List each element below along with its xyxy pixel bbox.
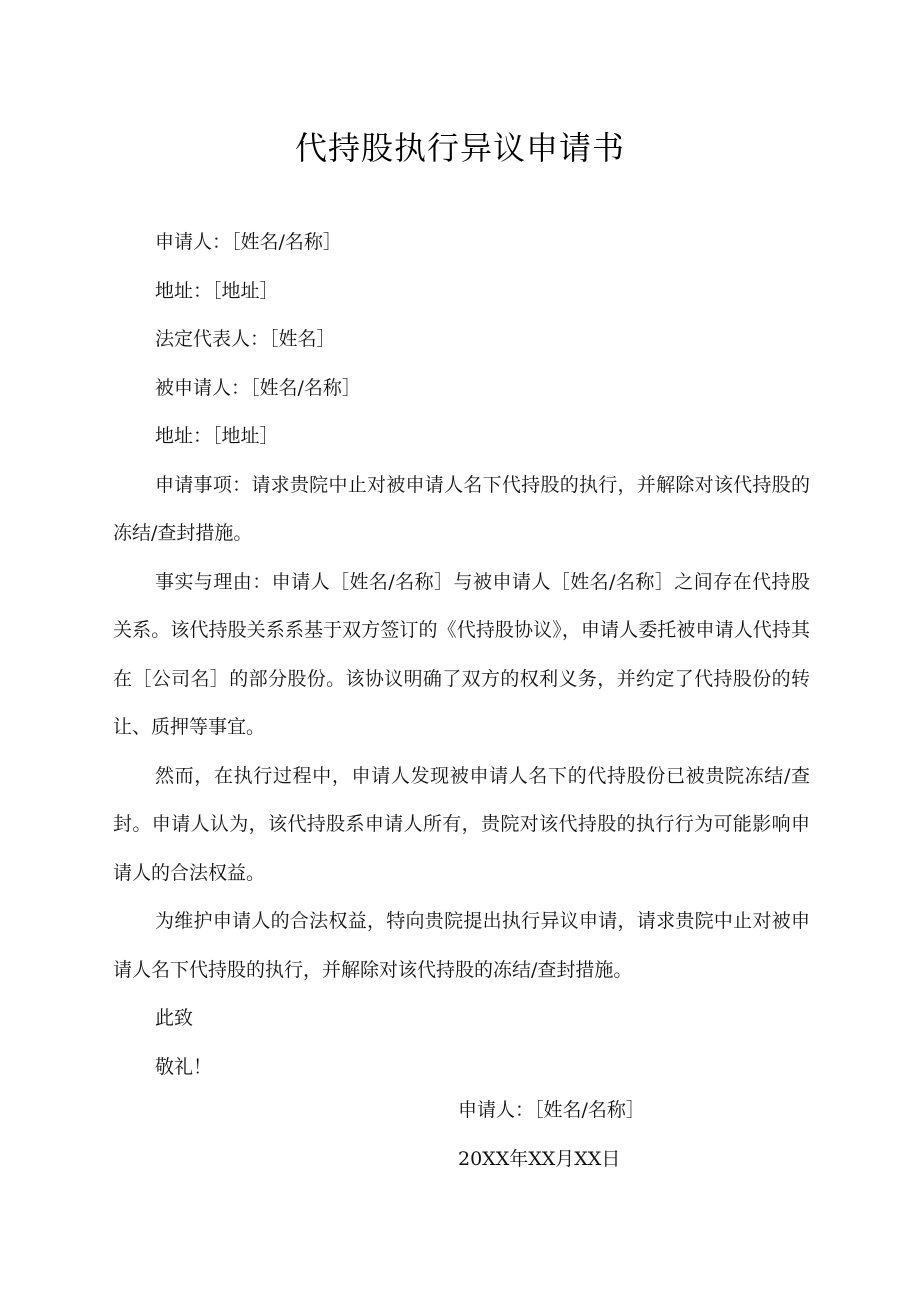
facts-and-reasons-paragraph: 事实与理由：申请人［姓名/名称］与被申请人［姓名/名称］之间存在代持股关系。该代持股关系系基于双方签订的《代持股协议》，申请人委托被申请人代持其在［公司名］的部分股份。该协议明确了双方的权利义务，并约定了代持股份的转让、质押等事宜。 bbox=[113, 570, 810, 738]
closing-salutation: 此致 bbox=[155, 1007, 194, 1029]
signature-block bbox=[458, 1086, 645, 1183]
document-title: 代持股执行异议申请书 bbox=[294, 129, 625, 167]
legal-representative-line: 法定代表人：［姓名］ bbox=[155, 328, 336, 350]
signature-date: 20XX年XX月XX日 bbox=[458, 1147, 621, 1170]
applicant-line: 申请人：［姓名/名称］ bbox=[155, 231, 342, 253]
respondent-address-line: 地址：［地址］ bbox=[155, 425, 279, 447]
signature-applicant: 申请人：［姓名/名称］ bbox=[458, 1099, 645, 1121]
execution-issue-paragraph: 然而，在执行过程中，申请人发现被申请人名下的代持股份已被贵院冻结/查封。申请人认为，该代持股系申请人所有，贵院对该代持股的执行行为可能影响申请人的合法权益。 bbox=[113, 764, 810, 884]
closing-regards: 敬礼！ bbox=[155, 1055, 213, 1078]
applicant-address-line: 地址：［地址］ bbox=[155, 279, 279, 302]
request-matters-paragraph: 申请事项：请求贵院中止对被申请人名下代持股的执行，并解除对该代持股的冻结/查封措施。 bbox=[113, 473, 810, 544]
respondent-line: 被申请人：［姓名/名称］ bbox=[155, 376, 361, 399]
document-body bbox=[113, 218, 810, 1091]
request-conclusion-paragraph: 为维护申请人的合法权益，特向贵院提出执行异议申请，请求贵院中止对被申请人名下代持股的执行，并解除对该代持股的冻结/查封措施。 bbox=[113, 910, 810, 981]
